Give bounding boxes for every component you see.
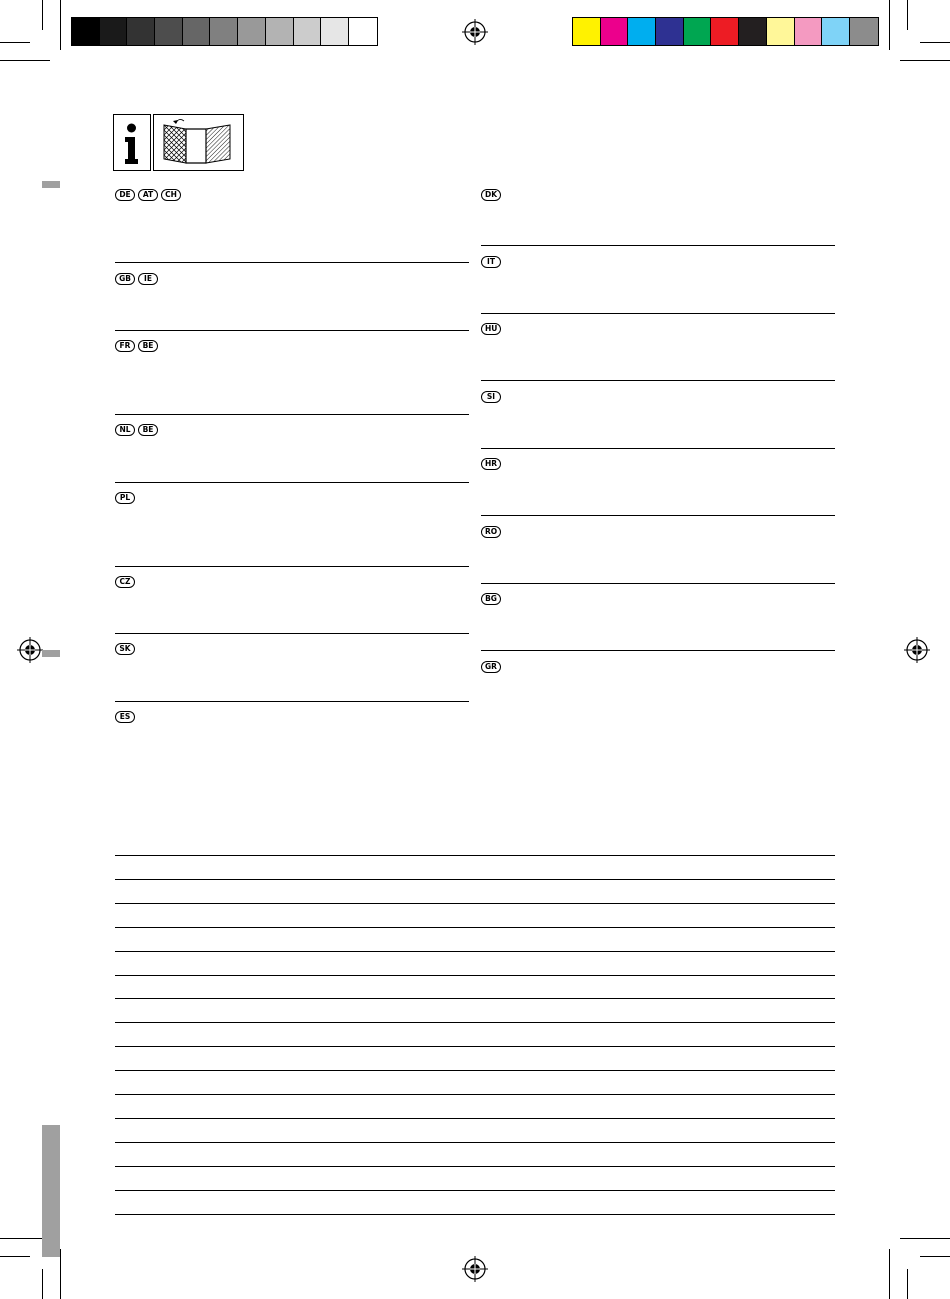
country-codes — [115, 492, 135, 504]
crop-mark — [900, 1238, 950, 1239]
country-code-badge: SI — [481, 391, 501, 403]
color-swatch — [850, 18, 878, 45]
color-swatch — [72, 18, 100, 45]
section-divider — [115, 482, 469, 483]
language-section — [481, 391, 501, 403]
color-swatch — [711, 18, 739, 45]
crop-mark — [889, 0, 890, 50]
country-codes — [481, 526, 501, 538]
crop-mark — [0, 42, 30, 43]
language-section — [481, 323, 501, 335]
language-section — [115, 576, 135, 588]
crop-mark — [0, 1256, 30, 1257]
country-codes — [115, 576, 135, 588]
country-codes — [115, 189, 181, 201]
country-code-badge: BG — [481, 593, 501, 605]
country-code-badge: RO — [481, 526, 501, 538]
blank-line — [115, 1022, 835, 1023]
registration-target-icon — [462, 1256, 488, 1282]
section-divider — [481, 515, 835, 516]
color-swatch — [739, 18, 767, 45]
country-code-badge: HR — [481, 458, 501, 470]
side-tab-bar — [42, 1125, 60, 1257]
blank-line — [115, 1070, 835, 1071]
color-swatch — [601, 18, 629, 45]
section-divider — [481, 313, 835, 314]
crop-mark — [42, 1269, 43, 1299]
section-divider — [115, 566, 469, 567]
country-code-badge: GR — [481, 661, 501, 673]
language-section — [115, 643, 135, 655]
section-divider — [115, 701, 469, 702]
crop-mark — [60, 0, 61, 50]
language-section — [481, 593, 501, 605]
country-codes — [481, 593, 501, 605]
color-swatch — [684, 18, 712, 45]
country-codes — [481, 661, 501, 673]
blank-line — [115, 1142, 835, 1143]
blank-line — [115, 855, 835, 856]
country-codes — [115, 340, 158, 352]
blank-line — [115, 1190, 835, 1191]
crop-mark — [920, 42, 950, 43]
section-divider — [481, 650, 835, 651]
country-codes — [115, 273, 158, 285]
country-codes — [481, 458, 501, 470]
country-code-badge: FR — [115, 340, 135, 352]
color-swatch — [349, 18, 377, 45]
country-code-badge: HU — [481, 323, 501, 335]
blank-line — [115, 1118, 835, 1119]
process-color-bar — [572, 17, 879, 46]
country-code-badge: CH — [161, 189, 181, 201]
color-swatch — [822, 18, 850, 45]
crop-mark — [907, 0, 908, 30]
section-divider — [115, 414, 469, 415]
color-swatch — [183, 18, 211, 45]
section-divider — [115, 633, 469, 634]
color-swatch — [767, 18, 795, 45]
color-swatch — [100, 18, 128, 45]
section-divider — [115, 330, 469, 331]
country-codes — [115, 711, 135, 723]
country-code-badge: ES — [115, 711, 135, 723]
color-swatch — [210, 18, 238, 45]
crop-mark — [0, 60, 50, 61]
language-section — [481, 256, 501, 268]
country-codes — [481, 323, 501, 335]
crop-mark — [60, 1249, 61, 1299]
color-swatch — [294, 18, 322, 45]
language-section — [481, 526, 501, 538]
country-codes — [115, 643, 135, 655]
color-swatch — [238, 18, 266, 45]
country-code-badge: BE — [138, 424, 158, 436]
country-code-badge: SK — [115, 643, 135, 655]
color-swatch — [266, 18, 294, 45]
language-section — [115, 424, 158, 436]
country-code-badge: IT — [481, 256, 501, 268]
country-code-badge: DE — [115, 189, 135, 201]
color-swatch — [127, 18, 155, 45]
blank-line — [115, 1046, 835, 1047]
crop-mark — [920, 1256, 950, 1257]
blank-line — [115, 975, 835, 976]
country-code-badge: DK — [481, 189, 501, 201]
color-swatch — [155, 18, 183, 45]
section-divider — [481, 245, 835, 246]
blank-line — [115, 1094, 835, 1095]
registration-target-icon — [17, 637, 43, 663]
blank-line — [115, 879, 835, 880]
crop-mark — [889, 1249, 890, 1299]
country-codes — [481, 189, 501, 201]
country-code-badge: CZ — [115, 576, 135, 588]
section-divider — [481, 380, 835, 381]
language-section — [115, 492, 135, 504]
language-section — [481, 661, 501, 673]
language-section — [481, 189, 501, 201]
side-tab-marker — [42, 181, 60, 188]
language-section — [115, 273, 158, 285]
registration-target-icon — [462, 19, 488, 45]
blank-line — [115, 951, 835, 952]
blank-line — [115, 903, 835, 904]
section-divider — [115, 262, 469, 263]
country-code-badge: AT — [138, 189, 158, 201]
country-code-badge: PL — [115, 492, 135, 504]
color-swatch — [628, 18, 656, 45]
grey-scale-bar — [71, 17, 378, 46]
blank-line — [115, 1166, 835, 1167]
language-section — [481, 458, 501, 470]
blank-line — [115, 927, 835, 928]
color-swatch — [321, 18, 349, 45]
language-section — [115, 340, 158, 352]
color-swatch — [573, 18, 601, 45]
language-section — [115, 189, 181, 201]
language-section — [115, 711, 135, 723]
country-codes — [481, 256, 501, 268]
section-divider — [481, 583, 835, 584]
country-code-badge: NL — [115, 424, 135, 436]
color-swatch — [656, 18, 684, 45]
country-codes — [481, 391, 501, 403]
registration-target-icon — [904, 637, 930, 663]
color-swatch — [795, 18, 823, 45]
info-i-icon — [113, 114, 151, 171]
section-divider — [481, 448, 835, 449]
blank-line — [115, 1214, 835, 1215]
side-tab-marker — [42, 650, 60, 657]
country-code-badge: IE — [138, 273, 158, 285]
country-codes — [115, 424, 158, 436]
country-code-badge: BE — [138, 340, 158, 352]
fold-out-manual-icon — [153, 114, 244, 171]
crop-mark — [42, 0, 43, 30]
country-code-badge: GB — [115, 273, 135, 285]
crop-mark — [907, 1269, 908, 1299]
crop-mark — [900, 60, 950, 61]
blank-line — [115, 998, 835, 999]
